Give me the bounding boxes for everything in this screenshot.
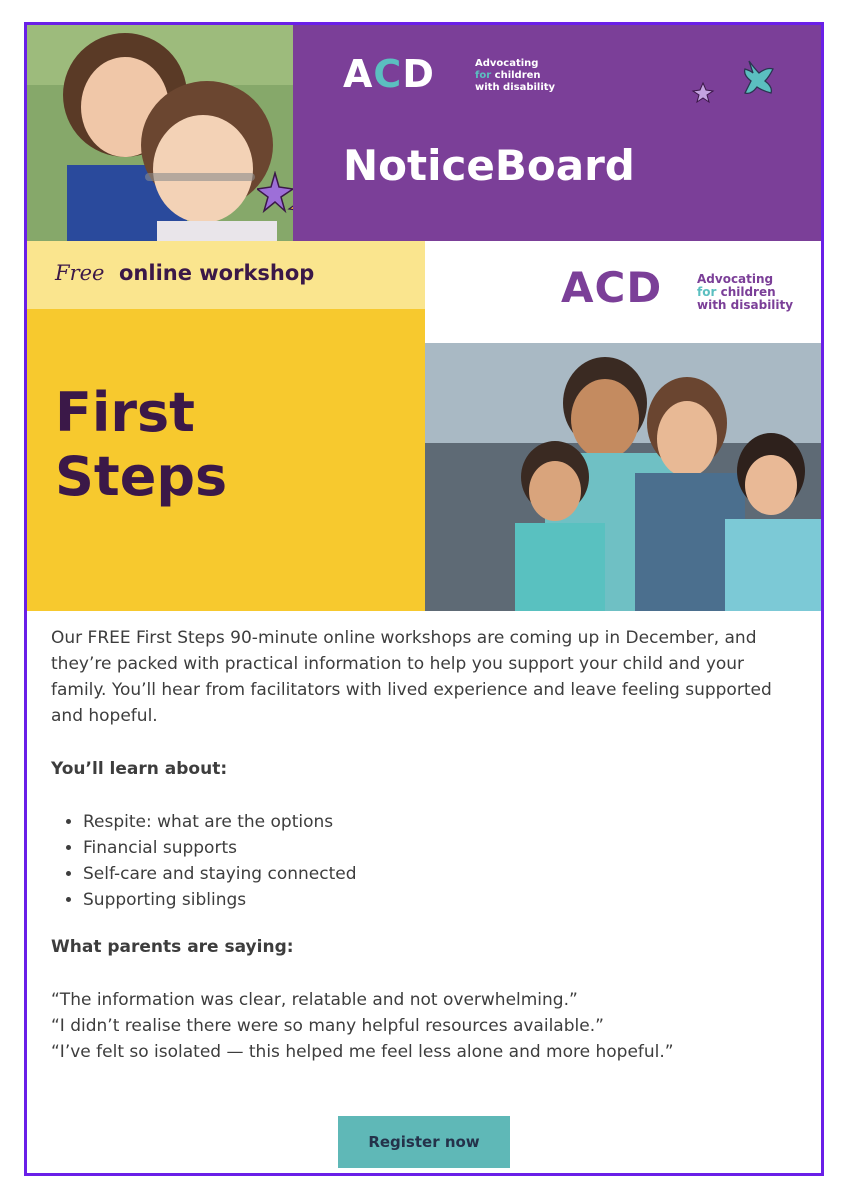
workshop-title: First Steps [55,381,228,508]
acd-logo: ACD [343,52,435,96]
quote: “The information was clear, relatable and not overwhelming.” [51,990,578,1010]
parents-heading: What parents are saying: [51,937,294,957]
header-photo-illustration [27,25,293,241]
acd-logo: ACD [561,263,663,312]
family-photo-illustration [425,343,821,611]
list-item: • Self-care and staying connected [83,861,357,887]
hero-right-panel [425,241,821,611]
parent-quotes [51,987,797,1065]
list-item: • Financial supports [83,835,357,861]
quote: “I’ve felt so isolated — this helped me feel less alone and more hopeful.” [51,1042,674,1062]
workshop-strip [27,241,425,309]
sparkle-decoration-icon [257,171,293,223]
intro-paragraph: Our FREE First Steps 90-minute online workshops are coming up in December, and they’re packed with practical information to help you support your child and your family. You’ll hear from facilitators with lived experience and leave feeling supported and hopeful. [51,628,772,726]
header-banner [27,25,821,241]
newsletter-frame [24,22,824,1176]
header-band [293,25,821,241]
hero-yellow-panel [27,241,425,611]
workshop-label: online workshop [119,261,315,285]
list-item: • Respite: what are the options [83,809,357,835]
quote: “I didn’t realise there were so many helpful resources available.” [51,1016,604,1036]
learn-list [51,809,357,913]
learn-heading: You’ll learn about: [51,759,228,779]
register-now-button[interactable]: Register now [338,1116,510,1168]
noticeboard-title: NoticeBoard [343,141,635,190]
sparkle-decoration-icon [689,57,779,107]
workshop-free-label: Free [55,261,105,285]
workshop-hero [27,241,821,611]
acd-tagline: Advocating for children with disability [697,272,794,312]
header-photo-mother-daughter [27,25,293,241]
acd-tagline: Advocating for children with disability [475,58,556,93]
list-item: • Supporting siblings [83,887,357,913]
family-photo [425,343,821,611]
